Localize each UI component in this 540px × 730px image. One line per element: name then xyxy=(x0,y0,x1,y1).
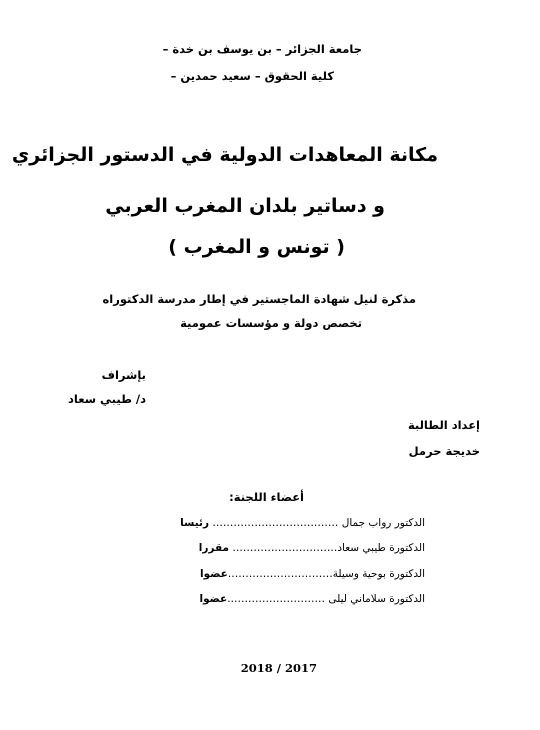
degree-statement: مذكرة لنيل شهادة الماجستير في إطار مدرسة الدكتوراه xyxy=(102,292,416,306)
jury-member-row xyxy=(150,517,425,529)
jury-member-dots: ………………………. xyxy=(227,593,329,605)
jury-member-name: الدكتور رواب جمال xyxy=(341,517,425,529)
jury-member-row xyxy=(150,593,425,605)
jury-member-role: عضوا xyxy=(199,593,228,605)
jury-title: أعضاء اللجنة: xyxy=(229,490,304,504)
academic-year: 2018 / 2017 xyxy=(240,661,317,675)
jury-member-name: الدكتورة بوحية وسيلة xyxy=(332,568,425,580)
supervisor-name: د/ طيبي سعاد xyxy=(68,392,146,406)
faculty-name: كلية الحقوق – سعيد حمدين – xyxy=(170,69,334,83)
jury-member-dots: ………………………… xyxy=(229,542,338,554)
preparation-label: إعداد الطالبة xyxy=(407,418,480,432)
jury-member-dots: ………………………… xyxy=(227,568,333,580)
supervision-label: بإشراف xyxy=(101,368,146,382)
jury-member-row xyxy=(150,542,425,554)
jury-member-row xyxy=(150,568,425,580)
thesis-title-line-2: و دساتير بلدان المغرب العربي xyxy=(105,195,385,217)
university-name: جامعة الجزائر – بن يوسف بن خدة – xyxy=(162,42,362,56)
specialization: تخصص دولة و مؤسسات عمومية xyxy=(180,316,362,330)
jury-member-role: عضوا xyxy=(200,568,228,580)
thesis-title-line-1: مكانة المعاهدات الدولية في الدستور الجزائري xyxy=(11,144,438,166)
jury-member-name: الدكتورة طيبي سعاد xyxy=(337,542,425,554)
thesis-title-line-3: ( تونس و المغرب ) xyxy=(168,236,345,258)
jury-member-name: الدكتورة سلاماني ليلى xyxy=(328,593,425,605)
student-name: خديجة حرمل xyxy=(408,444,480,458)
jury-member-role: مقررا xyxy=(198,542,229,554)
jury-member-dots: ……………………………… xyxy=(209,517,342,529)
jury-member-role: رئيسا xyxy=(180,517,209,529)
